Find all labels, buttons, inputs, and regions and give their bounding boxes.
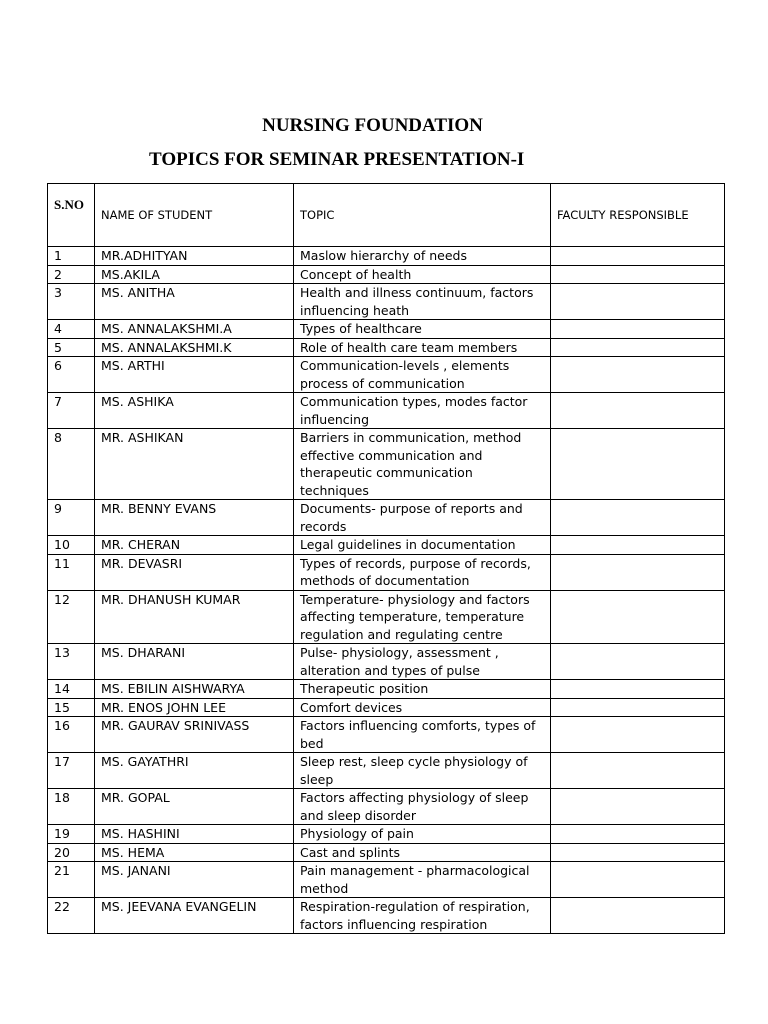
- sno-cell: [48, 247, 95, 266]
- sno-cell: [48, 429, 95, 500]
- topic-cell-text: Sleep rest, sleep cycle physiology of sleep: [300, 754, 528, 787]
- topic-cell: [294, 590, 551, 644]
- sno-cell-text: 11: [54, 555, 70, 571]
- student-name-cell: [95, 753, 294, 789]
- sno-cell: [48, 536, 95, 555]
- student-name-cell-text: MR. GAURAV SRINIVASS: [101, 718, 250, 733]
- sno-cell: [48, 284, 95, 320]
- topic-cell-text: Communication-levels , elements process of communication: [300, 358, 510, 391]
- faculty-cell: [551, 247, 725, 266]
- sno-cell: [48, 753, 95, 789]
- faculty-cell: [551, 898, 725, 934]
- student-name-cell: [95, 644, 294, 680]
- sno-cell: [48, 338, 95, 357]
- topic-cell-text: Role of health care team members: [300, 339, 518, 355]
- table-row: [48, 536, 725, 555]
- topic-cell-text: Concept of health: [300, 266, 412, 282]
- student-name-cell-text: MS. JANANI: [101, 863, 171, 878]
- table-row: [48, 753, 725, 789]
- sno-cell-text: 2: [54, 266, 62, 282]
- sno-cell: [48, 393, 95, 429]
- table-row: [48, 698, 725, 717]
- topic-cell-text: Maslow hierarchy of needs: [300, 248, 467, 263]
- student-name-cell: [95, 393, 294, 429]
- faculty-cell: [551, 680, 725, 699]
- student-name-cell: [95, 265, 294, 284]
- topic-cell-text: Physiology of pain: [300, 826, 414, 841]
- topic-cell: [294, 789, 551, 825]
- student-name-cell-text: MR. DHANUSH KUMAR: [101, 591, 241, 607]
- sno-cell: [48, 825, 95, 844]
- table-row: [48, 789, 725, 825]
- topic-cell: [294, 338, 551, 357]
- header-name-of-student: NAME OF STUDENT: [95, 184, 294, 247]
- student-name-cell-text: MR.ADHITYAN: [101, 248, 188, 263]
- student-name-cell-text: MS. JEEVANA EVANGELIN: [101, 899, 257, 914]
- seminar-table-body: [48, 184, 725, 934]
- document-title: NURSING FOUNDATION: [262, 115, 483, 136]
- header-topic: TOPIC: [294, 184, 551, 247]
- student-name-cell: [95, 320, 294, 339]
- student-name-cell-text: MS. ANITHA: [101, 285, 175, 300]
- sno-cell-text: 20: [54, 844, 70, 860]
- student-name-cell: [95, 789, 294, 825]
- faculty-cell: [551, 265, 725, 284]
- sno-cell: [48, 680, 95, 699]
- sno-cell-text: 8: [54, 430, 62, 445]
- table-row: [48, 357, 725, 393]
- topic-cell-text: Temperature- physiology and factors affecting temperature, temperature regulation and regulating centre: [300, 591, 530, 642]
- sno-cell-text: 6: [54, 358, 62, 373]
- topic-cell-text: Comfort devices: [300, 699, 403, 715]
- sno-cell: [48, 698, 95, 717]
- student-name-cell-text: MR. GOPAL: [101, 790, 170, 805]
- student-name-cell-text: MR. CHERAN: [101, 537, 181, 552]
- faculty-cell: [551, 320, 725, 339]
- topic-cell: [294, 862, 551, 898]
- student-name-cell-text: MR. DEVASRI: [101, 555, 183, 571]
- topic-cell: [294, 536, 551, 555]
- sno-cell-text: 4: [54, 321, 62, 336]
- table-row: [48, 393, 725, 429]
- sno-cell: [48, 500, 95, 536]
- table-row: [48, 247, 725, 266]
- student-name-cell: [95, 247, 294, 266]
- table-row: [48, 898, 725, 934]
- student-name-cell-text: MR. ENOS JOHN LEE: [101, 699, 226, 715]
- student-name-cell: [95, 843, 294, 862]
- student-name-cell: [95, 680, 294, 699]
- table-row: [48, 429, 725, 500]
- student-name-cell-text: MS. ANNALAKSHMI.A: [101, 321, 232, 336]
- topic-cell: [294, 825, 551, 844]
- topic-cell-text: Health and illness continuum, factors influencing heath: [300, 285, 534, 318]
- student-name-cell-text: MS. EBILIN AISHWARYA: [101, 681, 245, 696]
- sno-cell-text: 9: [54, 501, 62, 516]
- sno-cell-text: 14: [54, 681, 70, 696]
- topic-cell: [294, 247, 551, 266]
- faculty-cell: [551, 862, 725, 898]
- faculty-cell: [551, 825, 725, 844]
- table-row: [48, 825, 725, 844]
- sno-cell: [48, 265, 95, 284]
- topic-cell: [294, 698, 551, 717]
- sno-cell-text: 16: [54, 718, 70, 733]
- topic-cell-text: Pulse- physiology, assessment , alteration and types of pulse: [300, 645, 499, 678]
- sno-cell-text: 3: [54, 285, 62, 300]
- student-name-cell: [95, 536, 294, 555]
- sno-cell: [48, 717, 95, 753]
- student-name-cell: [95, 590, 294, 644]
- topic-cell-text: Types of healthcare: [300, 321, 422, 336]
- student-name-cell-text: MR. BENNY EVANS: [101, 501, 217, 516]
- topic-cell-text: Therapeutic position: [300, 681, 429, 696]
- sno-cell-text: 18: [54, 790, 70, 805]
- topic-cell-text: Factors affecting physiology of sleep and sleep disorder: [300, 790, 529, 823]
- faculty-cell: [551, 554, 725, 590]
- topic-cell: [294, 265, 551, 284]
- student-name-cell-text: MS. ASHIKA: [101, 394, 174, 409]
- faculty-cell: [551, 500, 725, 536]
- topic-cell-text: Legal guidelines in documentation: [300, 537, 516, 552]
- sno-cell: [48, 789, 95, 825]
- sno-cell-text: 12: [54, 591, 70, 607]
- faculty-cell: [551, 717, 725, 753]
- faculty-cell: [551, 789, 725, 825]
- student-name-cell-text: MS.AKILA: [101, 266, 160, 282]
- student-name-cell-text: MR. ASHIKAN: [101, 430, 184, 445]
- topic-cell: [294, 393, 551, 429]
- table-row: [48, 717, 725, 753]
- sno-cell-text: 22: [54, 899, 70, 914]
- table-row: [48, 265, 725, 284]
- document-subtitle: TOPICS FOR SEMINAR PRESENTATION-I: [149, 149, 525, 170]
- topic-cell: [294, 429, 551, 500]
- sno-cell: [48, 320, 95, 339]
- faculty-cell: [551, 753, 725, 789]
- sno-cell-text: 5: [54, 339, 62, 355]
- topic-cell-text: Respiration-regulation of respiration, factors influencing respiration: [300, 899, 530, 932]
- sno-cell: [48, 843, 95, 862]
- topic-cell-text: Documents- purpose of reports and records: [300, 501, 523, 534]
- student-name-cell-text: MS. ARTHI: [101, 358, 165, 373]
- student-name-cell: [95, 862, 294, 898]
- sno-cell-text: 13: [54, 645, 70, 660]
- student-name-cell: [95, 284, 294, 320]
- sno-cell: [48, 862, 95, 898]
- student-name-cell: [95, 429, 294, 500]
- table-header-row: [48, 184, 725, 247]
- faculty-cell: [551, 590, 725, 644]
- topic-cell-text: Types of records, purpose of records, methods of documentation: [300, 555, 531, 588]
- sno-cell-text: 19: [54, 826, 70, 841]
- topic-cell-text: Pain management - pharmacological method: [300, 863, 530, 896]
- sno-cell: [48, 357, 95, 393]
- student-name-cell-text: MS. GAYATHRI: [101, 754, 189, 769]
- sno-cell: [48, 898, 95, 934]
- faculty-cell: [551, 536, 725, 555]
- header-faculty-responsible: FACULTY RESPONSIBLE: [551, 184, 725, 247]
- student-name-cell: [95, 338, 294, 357]
- topic-cell: [294, 554, 551, 590]
- sno-cell: [48, 590, 95, 644]
- sno-cell-text: 10: [54, 537, 70, 552]
- student-name-cell: [95, 500, 294, 536]
- topic-cell: [294, 753, 551, 789]
- table-row: [48, 554, 725, 590]
- table-row: [48, 843, 725, 862]
- student-name-cell-text: MS. ANNALAKSHMI.K: [101, 339, 232, 355]
- seminar-table: [47, 183, 725, 934]
- topic-cell: [294, 644, 551, 680]
- student-name-cell-text: MS. HEMA: [101, 844, 165, 860]
- sno-cell: [48, 644, 95, 680]
- student-name-cell: [95, 554, 294, 590]
- table-row: [48, 680, 725, 699]
- table-row: [48, 644, 725, 680]
- faculty-cell: [551, 698, 725, 717]
- table-row: [48, 500, 725, 536]
- faculty-cell: [551, 429, 725, 500]
- header-sno: S.NO: [48, 184, 95, 247]
- table-row: [48, 320, 725, 339]
- faculty-cell: [551, 393, 725, 429]
- student-name-cell: [95, 825, 294, 844]
- sno-cell: [48, 554, 95, 590]
- topic-cell-text: Communication types, modes factor influencing: [300, 394, 528, 427]
- faculty-cell: [551, 357, 725, 393]
- topic-cell: [294, 320, 551, 339]
- table-row: [48, 590, 725, 644]
- sno-cell-text: 21: [54, 863, 70, 878]
- student-name-cell-text: MS. DHARANI: [101, 645, 186, 660]
- topic-cell-text: Barriers in communication, method effective communication and therapeutic communication techniques: [300, 430, 522, 498]
- topic-cell-text: Factors influencing comforts, types of bed: [300, 718, 536, 751]
- student-name-cell: [95, 717, 294, 753]
- student-name-cell: [95, 898, 294, 934]
- student-name-cell: [95, 357, 294, 393]
- table-row: [48, 284, 725, 320]
- sno-cell-text: 15: [54, 699, 70, 715]
- topic-cell-text: Cast and splints: [300, 844, 400, 860]
- sno-cell-text: 7: [54, 394, 62, 409]
- topic-cell: [294, 898, 551, 934]
- topic-cell: [294, 284, 551, 320]
- student-name-cell: [95, 698, 294, 717]
- table-row: [48, 338, 725, 357]
- table-row: [48, 862, 725, 898]
- student-name-cell-text: MS. HASHINI: [101, 826, 180, 841]
- topic-cell: [294, 717, 551, 753]
- sno-cell-text: 17: [54, 754, 70, 769]
- faculty-cell: [551, 284, 725, 320]
- sno-cell-text: 1: [54, 248, 62, 263]
- faculty-cell: [551, 644, 725, 680]
- topic-cell: [294, 680, 551, 699]
- topic-cell: [294, 500, 551, 536]
- topic-cell: [294, 843, 551, 862]
- faculty-cell: [551, 338, 725, 357]
- faculty-cell: [551, 843, 725, 862]
- topic-cell: [294, 357, 551, 393]
